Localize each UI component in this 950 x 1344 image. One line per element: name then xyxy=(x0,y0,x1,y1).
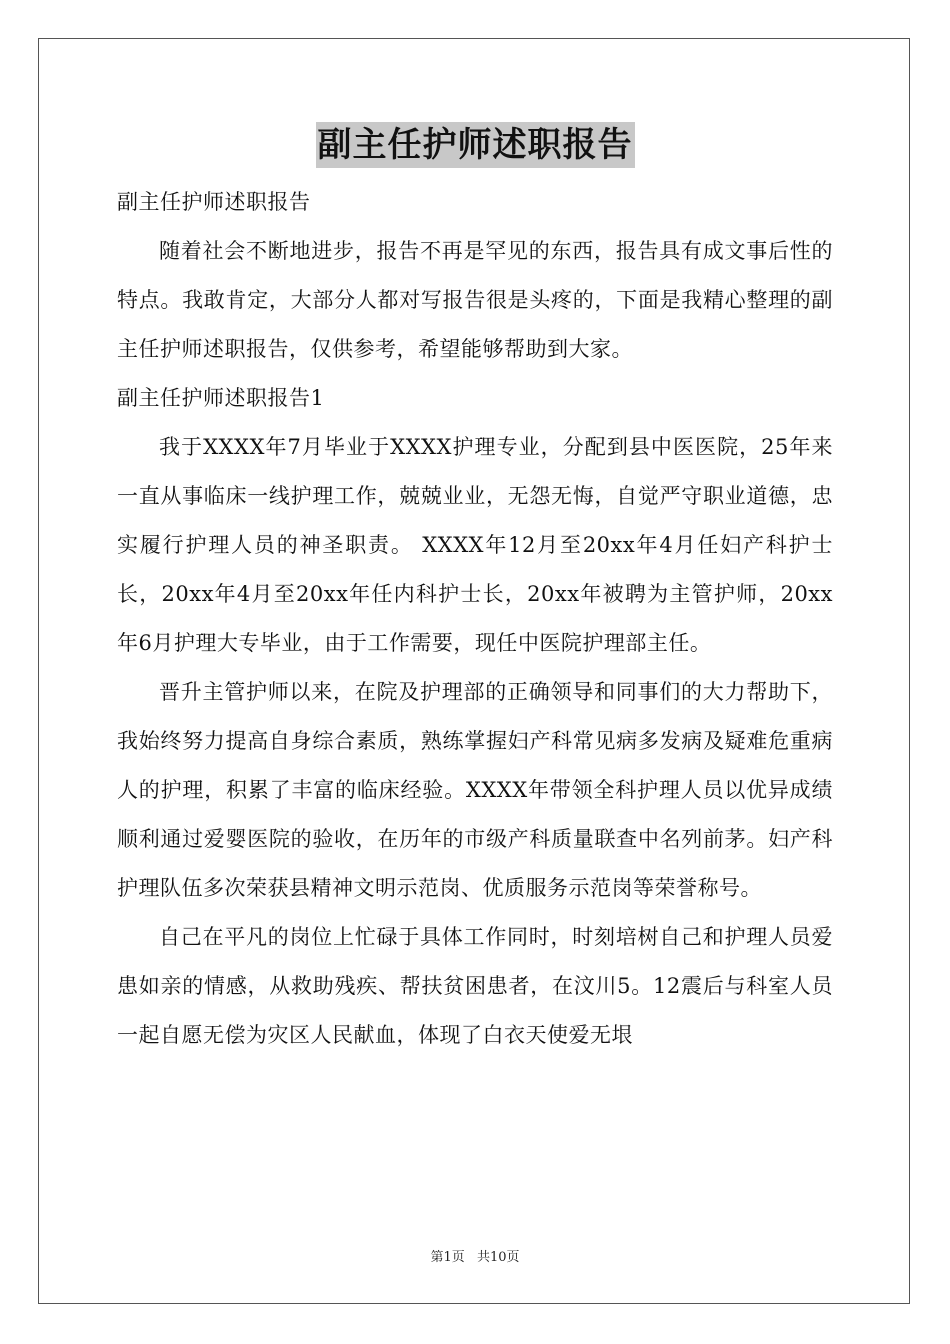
page-number: 第1页 xyxy=(430,1250,465,1265)
document-subtitle: 副主任护师述职报告 xyxy=(117,190,311,214)
page-footer xyxy=(0,1246,950,1265)
body-paragraph: 我于XXXX年7月毕业于XXXX护理专业，分配到县中医医院，25年来一直从事临床一线护理工作，兢兢业业，无怨无悔，自觉严守职业道德，忠实履行护理人员的神圣职责。 XXXX年12月至20xx年4月任妇产科护士长，20xx年4月至20xx年任内科护士长，20xx年被聘为主管护师，20xx年6月护理大专毕业，由于工作需要，现任中医院护理部主任。 xyxy=(117,435,833,655)
body-paragraph: 晋升主管护师以来，在院及护理部的正确领导和同事们的大力帮助下，我始终努力提高自身综合素质，熟练掌握妇产科常见病多发病及疑难危重病人的护理，积累了丰富的临床经验。XXXX年带领全科护理人员以优异成绩顺利通过爱婴医院的验收，在历年的市级产科质量联查中名列前茅。妇产科护理队伍多次荣获县精神文明示范岗、优质服务示范岗等荣誉称号。 xyxy=(117,680,833,900)
page-total: 共10页 xyxy=(476,1250,520,1265)
document-body xyxy=(117,178,833,1060)
title-wrap xyxy=(0,122,950,168)
intro-paragraph: 随着社会不断地进步，报告不再是罕见的东西，报告具有成文事后性的特点。我敢肯定，大部分人都对写报告很是头疼的，下面是我精心整理的副主任护师述职报告，仅供参考，希望能够帮助到大家。 xyxy=(117,239,833,361)
section-heading: 副主任护师述职报告1 xyxy=(117,386,325,410)
document-title: 副主任护师述职报告 xyxy=(316,122,635,168)
body-paragraph: 自己在平凡的岗位上忙碌于具体工作同时，时刻培树自己和护理人员爱患如亲的情感，从救助残疾、帮扶贫困患者，在汶川5。12震后与科室人员一起自愿无偿为灾区人民献血，体现了白衣天使爱无垠 xyxy=(117,925,833,1047)
